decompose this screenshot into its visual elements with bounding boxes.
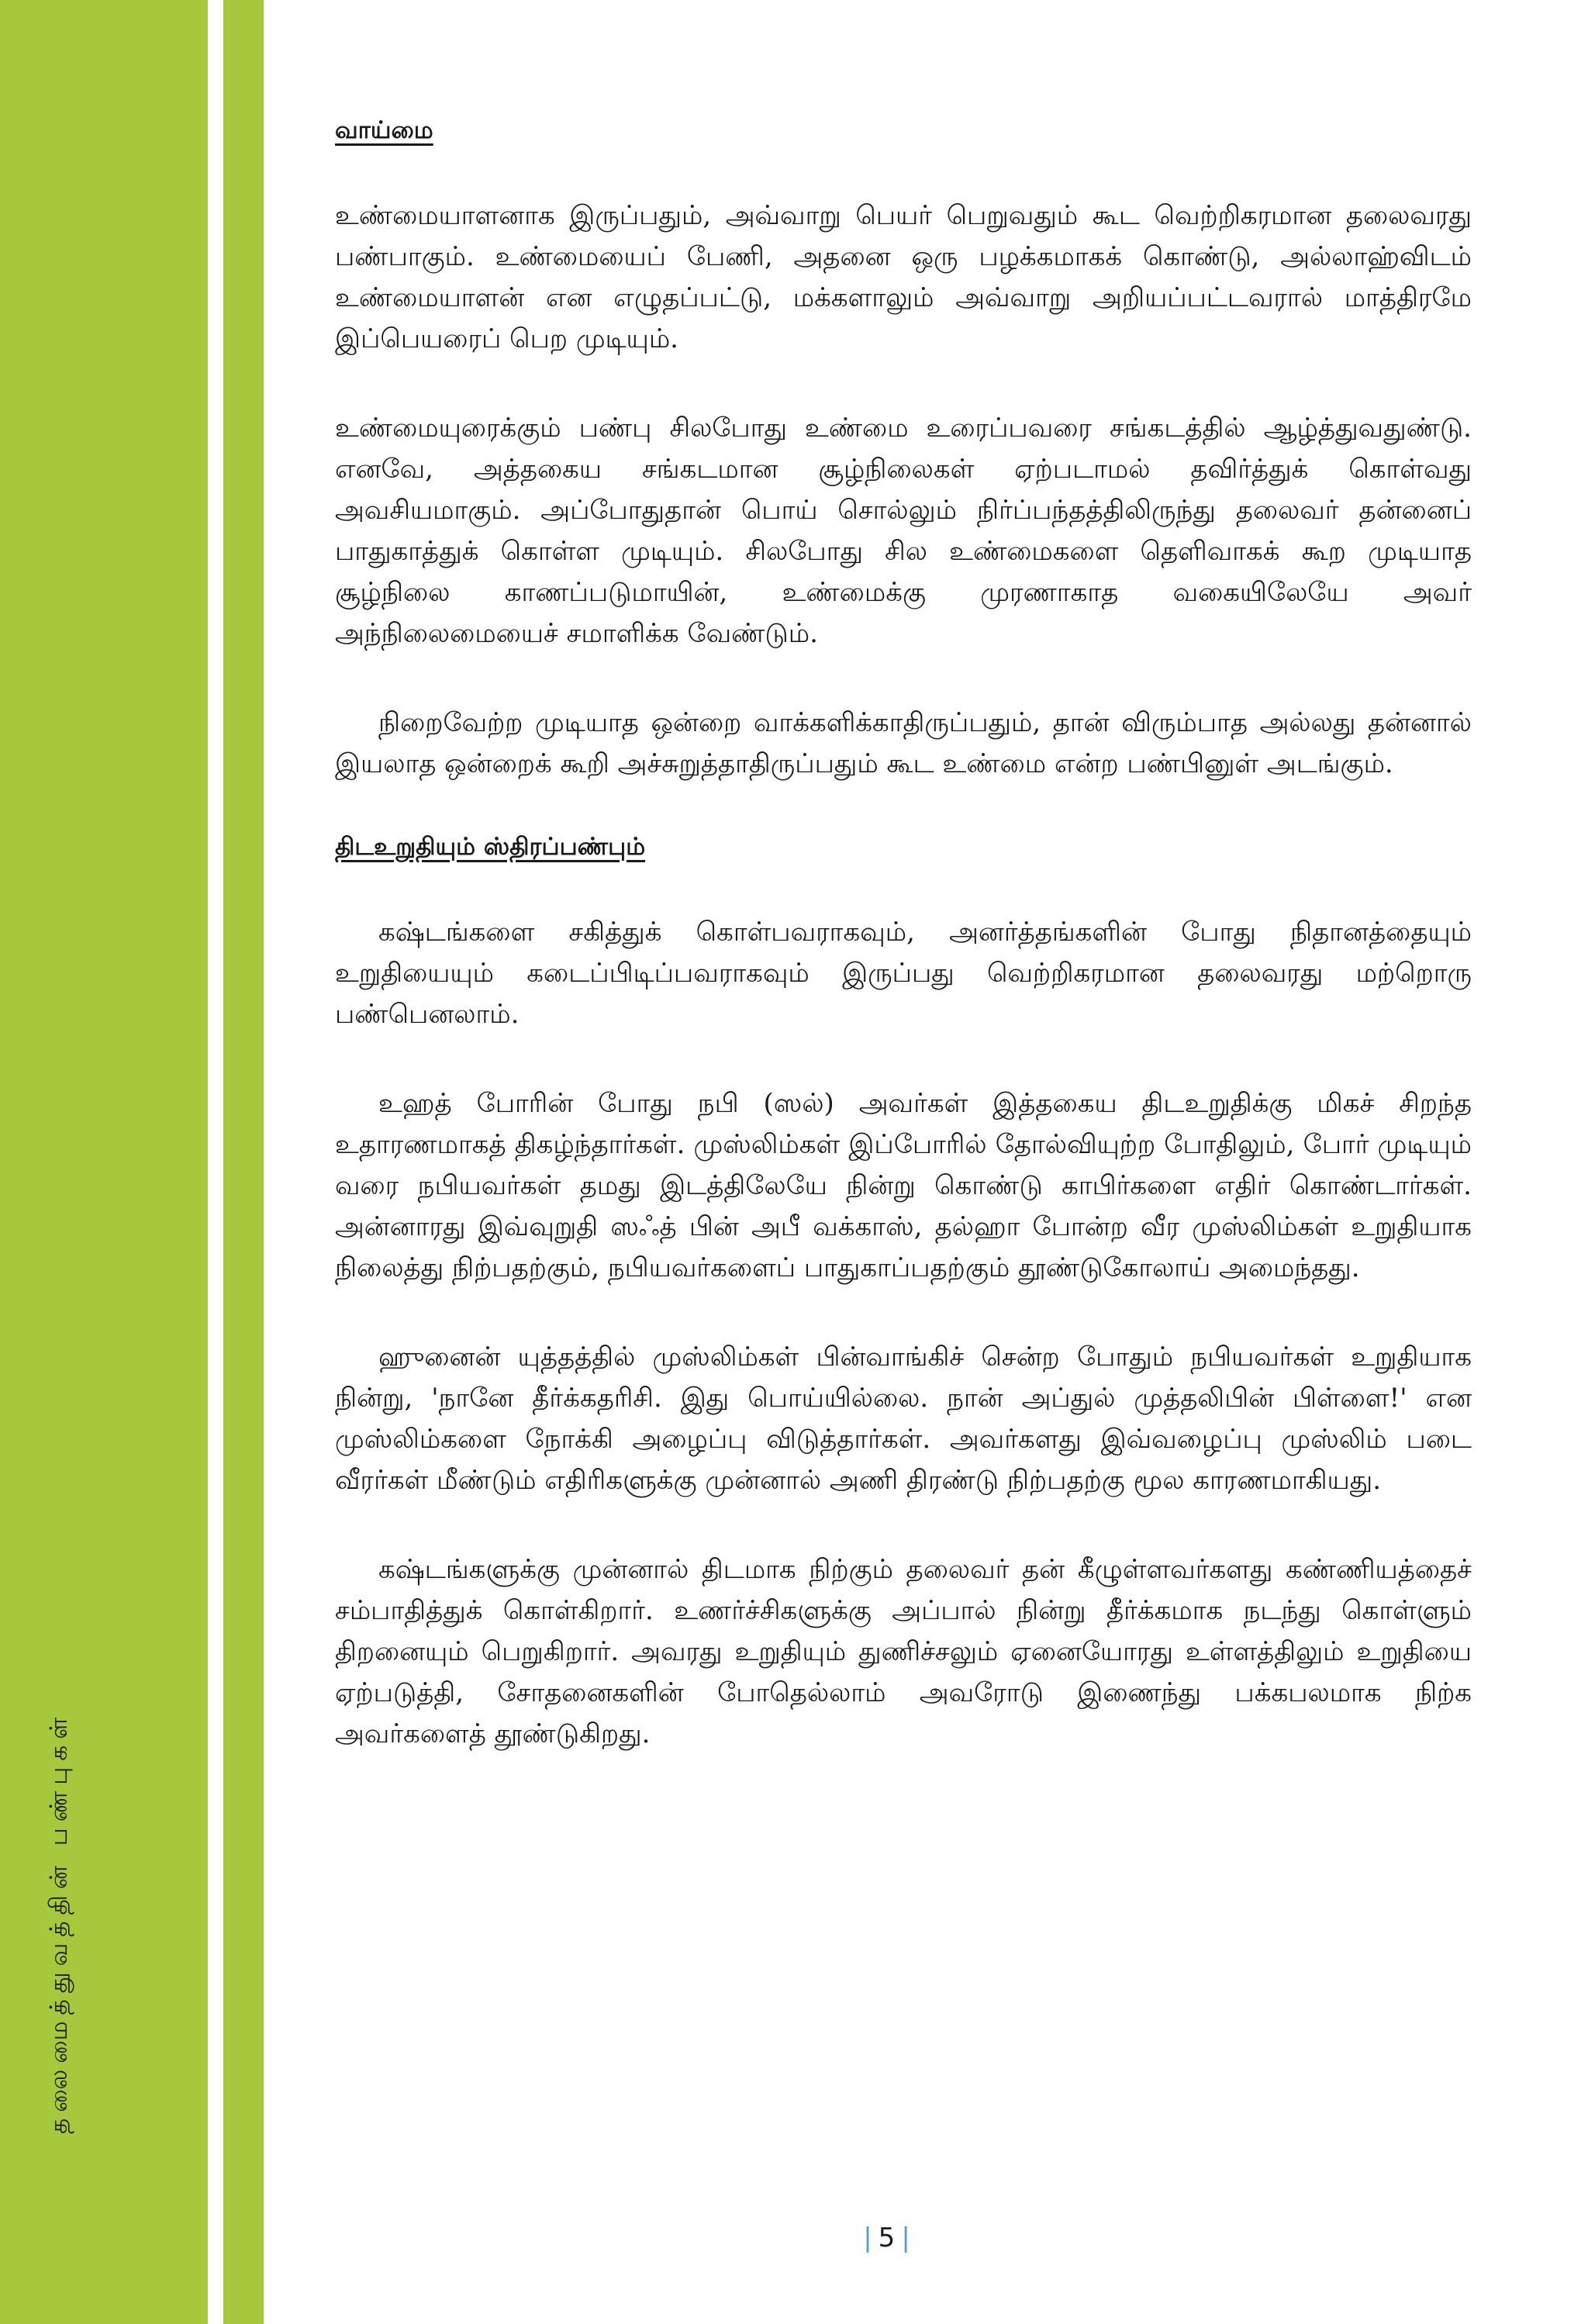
- paragraph: உஹத் போரின் போது நபி (ஸல்) அவர்கள் இத்தகைய திடஉறுதிக்கு மிகச் சிறந்த உதாரணமாகத் திகழ்ந்தார்கள். முஸ்லிம்கள் இப்போரில் தோல்வியுற்ற போதிலும், போர் முடியும் வரை நபியவர்கள் தமது இடத்திலேயே நின்று கொண்டு காபிர்களை எதிர் கொண்டார்கள். அன்னாரது இவ்வுறுதி ஸஃத் பின் அபீ வக்காஸ், தல்ஹா போன்ற வீர முஸ்லிம்கள் உறுதியாக நிலைத்து நிற்பதற்கும், நபியவர்களைப் பாதுகாப்பதற்கும் தூண்டுகோலாய் அமைந்தது.: [335, 1088, 1472, 1283]
- paragraph: கஷ்டங்களை சகித்துக் கொள்பவராகவும், அனர்த்தங்களின் போது நிதானத்தையும் உறுதியையும் கடைப்பிடிப்பவராகவும் இருப்பது வெற்றிகரமான தலைவரது மற்றொரு பண்பெனலாம்.: [335, 917, 1472, 1030]
- inner-decorative-bar: [223, 0, 264, 2324]
- left-decorative-bar: [0, 0, 208, 2324]
- section-firmness: [335, 833, 1472, 1755]
- paragraph: உண்மையாளனாக இருப்பதும், அவ்வாறு பெயர் பெறுவதும் கூட வெற்றிகரமான தலைவரது பண்பாகும். உண்மையைப் பேணி, அதனை ஒரு பழக்கமாகக் கொண்டு, அல்லாஹ்விடம் உண்மையாளன் என எழுதப்பட்டு, மக்களாலும் அவ்வாறு அறியப்பட்டவரால் மாத்திரமே இப்பெயரைப் பெற முடியும்.: [335, 200, 1472, 354]
- paragraph: உண்மையுரைக்கும் பண்பு சிலபோது உண்மை உரைப்பவரை சங்கடத்தில் ஆழ்த்துவதுண்டு. எனவே, அத்தகைய சங்கடமான சூழ்நிலைகள் ஏற்படாமல் தவிர்த்துக் கொள்வது அவசியமாகும். அப்போதுதான் பொய் சொல்லும் நிர்ப்பந்தத்திலிருந்து தலைவர் தன்னைப் பாதுகாத்துக் கொள்ள முடியும். சிலபோது சில உண்மைகளை தெளிவாகக் கூற முடியாத சூழ்நிலை காணப்படுமாயின், உண்மைக்கு முரணாகாத வகையிலேயே அவர் அந்நிலைமையைச் சமாளிக்க வேண்டும்.: [335, 413, 1472, 649]
- side-book-title: தலைமைத்துவத்தின் பண்புகள்: [45, 1711, 73, 2134]
- section-heading: வாய்மை: [335, 116, 433, 144]
- bar-separator: [208, 0, 223, 2324]
- paragraph: நிறைவேற்ற முடியாத ஒன்றை வாக்களிக்காதிருப்பதும், தான் விரும்பாத அல்லது தன்னால் இயலாத ஒன்றைக் கூறி அச்சுறுத்தாதிருப்பதும் கூட உண்மை என்ற பண்பினுள் அடங்கும்.: [335, 707, 1472, 779]
- page-number-value: 5: [878, 2222, 896, 2253]
- page-number-left-pipe: |: [863, 2222, 872, 2253]
- page-number: [0, 2222, 1588, 2253]
- section-heading: திடஉறுதியும் ஸ்திரப்பண்பும்: [335, 833, 646, 861]
- page-content: [335, 116, 1472, 1803]
- section-truthfulness: [335, 116, 1472, 785]
- page-number-right-pipe: |: [901, 2222, 910, 2253]
- paragraph: கஷ்டங்களுக்கு முன்னால் திடமாக நிற்கும் தலைவர் தன் கீழுள்ளவர்களது கண்ணியத்தைச் சம்பாதித்துக் கொள்கிறார். உணர்ச்சிகளுக்கு அப்பால் நின்று தீர்க்கமாக நடந்து கொள்ளும் திறனையும் பெறுகிறார். அவரது உறுதியும் துணிச்சலும் ஏனையோரது உள்ளத்திலும் உறுதியை ஏற்படுத்தி, சோதனைகளின் போதெல்லாம் அவரோடு இணைந்து பக்கபலமாக நிற்க அவர்களைத் தூண்டுகிறது.: [335, 1554, 1472, 1749]
- paragraph: ஹுனைன் யுத்தத்தில் முஸ்லிம்கள் பின்வாங்கிச் சென்ற போதும் நபியவர்கள் உறுதியாக நின்று, 'நானே தீர்க்கதரிசி. இது பொய்யில்லை. நான் அப்துல் முத்தலிபின் பிள்ளை!' என முஸ்லிம்களை நோக்கி அழைப்பு விடுத்தார்கள். அவர்களது இவ்வழைப்பு முஸ்லிம் படை வீரர்கள் மீண்டும் எதிரிகளுக்கு முன்னால் அணி திரண்டு நிற்பதற்கு மூல காரணமாகியது.: [335, 1342, 1472, 1496]
